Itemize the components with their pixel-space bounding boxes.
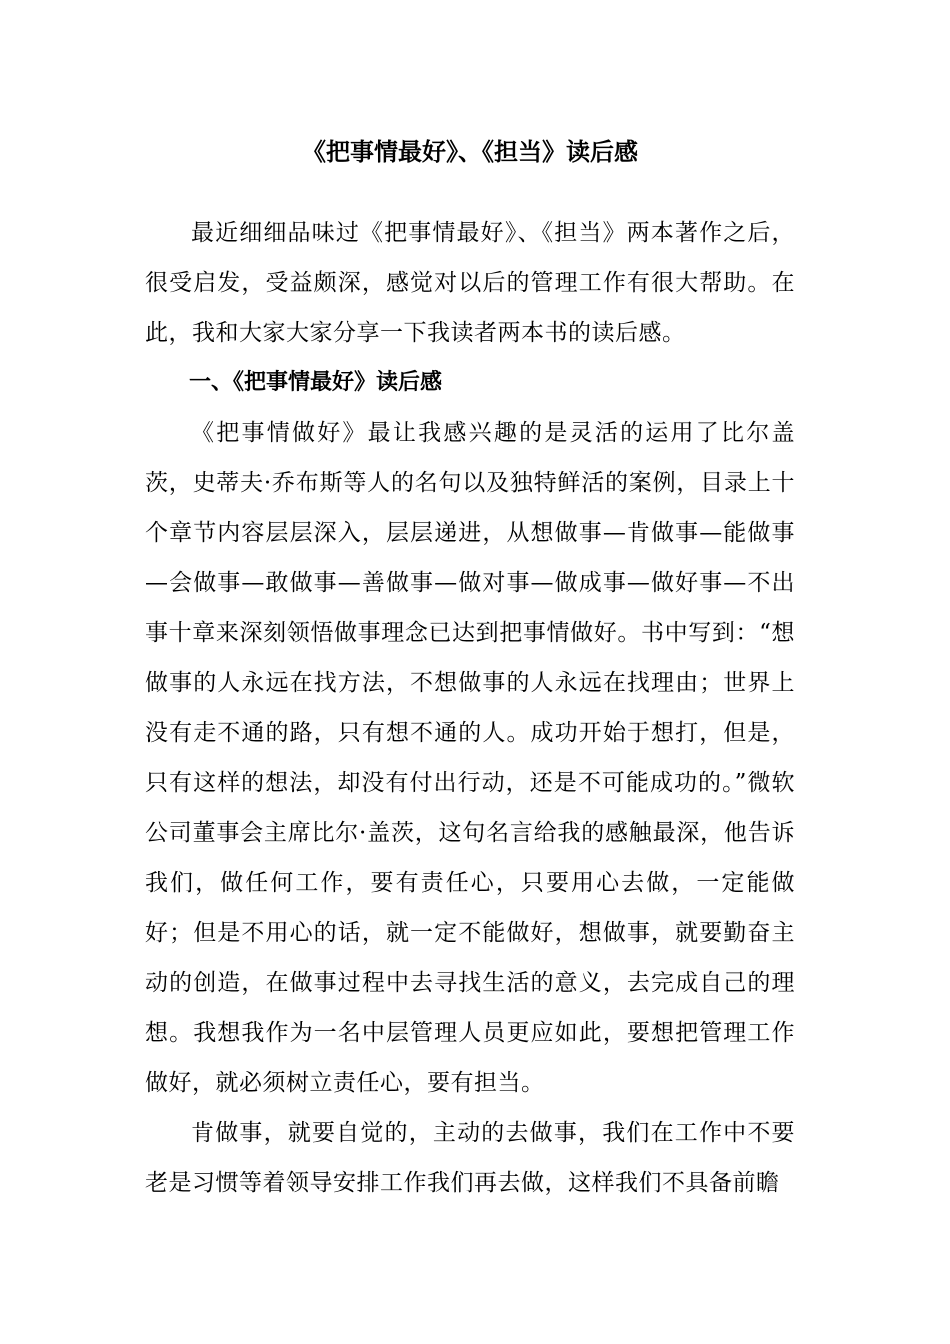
body-paragraph: 肯做事，就要自觉的，主动的去做事，我们在工作中不要老是习惯等着领导安排工作我们再去做，这样我们不具备前瞻: [145, 1120, 795, 1196]
document-title: 《把事情最好》、《担当》读后感: [302, 138, 638, 166]
body-paragraph: 《把事情做好》最让我感兴趣的是灵活的运用了比尔盖茨，史蒂夫·乔布斯等人的名句以及独特鲜活的案例，目录上十个章节内容层层深入，层层递进，从想做事—肯做事—能做事—会做事—敢做事—善做事—做对事—做成事—做好事—不出事十章来深刻领悟做事理念已达到把事情做好。书中写到：“想做事的人永远在找方法，不想做事的人永远在找理由；世界上没有走不通的路，只有想不通的人。成功开始于想打，但是，只有这样的想法，却没有付出行动，还是不可能成功的。”微软公司董事会主席比尔·盖茨，这句名言给我的感触最深，他告诉我们，做任何工作，要有责任心，只要用心去做，一定能做好；但是不用心的话，就一定不能做好，想做事，就要勤奋主动的创造，在做事过程中去寻找生活的意义，去完成自己的理想。我想我作为一名中层管理人员更应如此，要想把管理工作做好，就必须树立责任心，要有担当。: [145, 420, 795, 1096]
section-heading: 一、《把事情最好》读后感: [189, 370, 443, 395]
document-body: [145, 130, 795, 1208]
intro-paragraph: 最近细细品味过《把事情最好》、《担当》两本著作之后，很受启发，受益颇深，感觉对以后的管理工作有很大帮助。在此，我和大家大家分享一下我读者两本书的读后感。: [145, 220, 795, 346]
